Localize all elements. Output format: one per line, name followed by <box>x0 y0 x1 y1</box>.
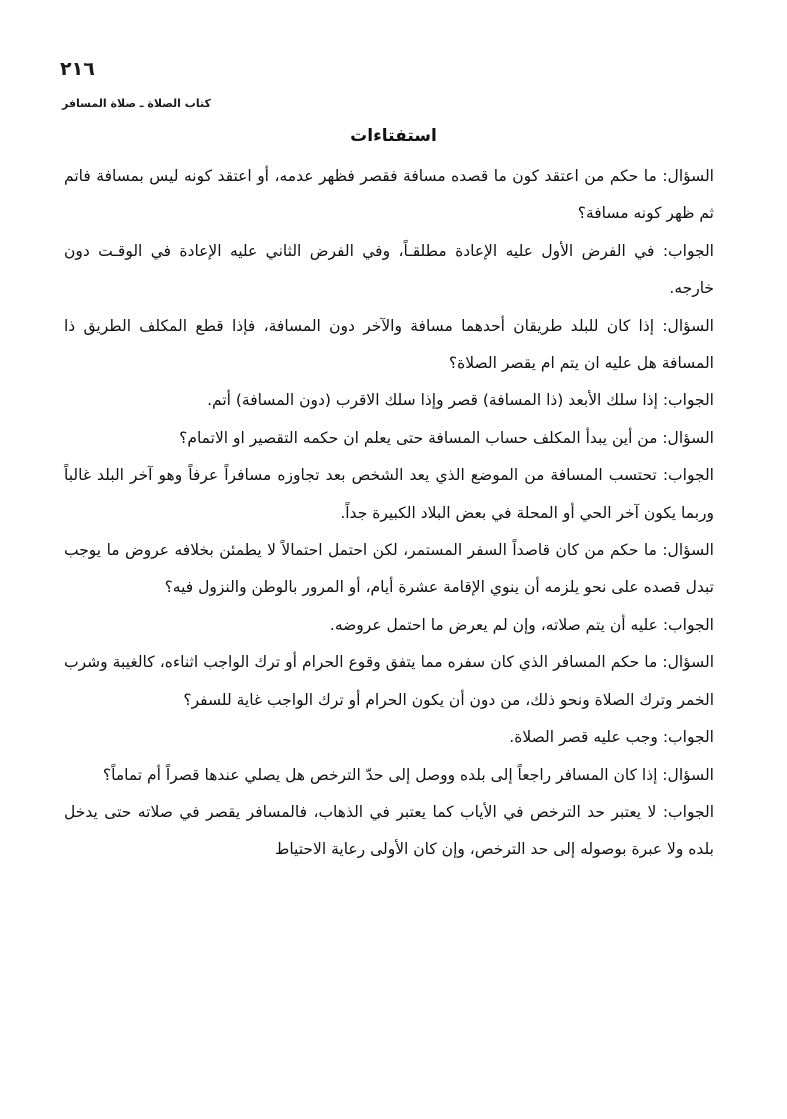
page-number: ٢١٦ <box>60 58 95 80</box>
section-title: استفتاءات <box>350 126 437 146</box>
question-paragraph: السؤال: ما حكم المسافر الذي كان سفره مما يتفق وقوع الحرام أو ترك الواجب اثناءه، كالغيبة وشرب الخمر وترك الصلاة ونحو ذلك، من دون أن يكون الحرام أو ترك الواجب غاية للسفر؟ <box>64 653 714 709</box>
answer-paragraph: الجواب: وجب عليه قصر الصلاة. <box>509 728 714 747</box>
body-text <box>64 158 714 869</box>
question-paragraph: السؤال: ما حكم من اعتقد كون ما قصده مسافة فقصر فظهر عدمه، أو اعتقد كونه ليس بمسافة فاتم ثم ظهر كونه مسافة؟ <box>64 167 714 223</box>
question-paragraph: السؤال: إذا كان المسافر راجعاً إلى بلده ووصل إلى حدّ الترخص هل يصلي عندها قصراً أم تماماً؟ <box>102 765 714 784</box>
running-header: كتاب الصلاة ـ صلاة المسافر <box>62 97 211 110</box>
answer-paragraph: الجواب: لا يعتبر حد الترخص في الأياب كما يعتبر في الذهاب، فالمسافر يقصر في صلاته حتى يدخل بلده ولا عبرة بوصوله إلى حد الترخص، وإن كان الأولى رعاية الاحتياط <box>64 802 714 859</box>
answer-paragraph: الجواب: عليه أن يتم صلاته، وإن لم يعرض ما احتمل عروضه. <box>329 615 714 634</box>
answer-paragraph: الجواب: إذا سلك الأبعد (ذا المسافة) قصر وإذا سلك الاقرب (دون المسافة) أتم. <box>207 391 714 410</box>
question-paragraph: السؤال: ما حكم من كان قاصداً السفر المستمر، لكن احتمل احتمالاً لا يطمئن بخلافه عروض ما يوجب تبدل قصده على نحو يلزمه أن ينوي الإقامة عشرة أيام، أو المرور بالوطن والنزول فيه؟ <box>64 541 714 597</box>
question-paragraph: السؤال: إذا كان للبلد طريقان أحدهما مسافة والآخر دون المسافة، فإذا قطع المكلف الطريق ذا المسافة هل عليه ان يتم ام يقصر الصلاة؟ <box>64 316 714 373</box>
answer-paragraph: الجواب: تحتسب المسافة من الموضع الذي يعد الشخص بعد تجاوزه مسافراً عرفاً وهو آخر البلد غالباً وربما يكون آخر الحي أو المحلة في بعض البلاد الكبيرة جداً. <box>64 466 714 522</box>
answer-paragraph: الجواب: في الفرض الأول عليه الإعادة مطلقـاً، وفي الفرض الثاني عليه الإعادة في الوقـت دون خارجه. <box>64 241 714 298</box>
question-paragraph: السؤال: من أين يبدأ المكلف حساب المسافة حتى يعلم ان حكمه التقصير او الاتمام؟ <box>179 428 714 447</box>
